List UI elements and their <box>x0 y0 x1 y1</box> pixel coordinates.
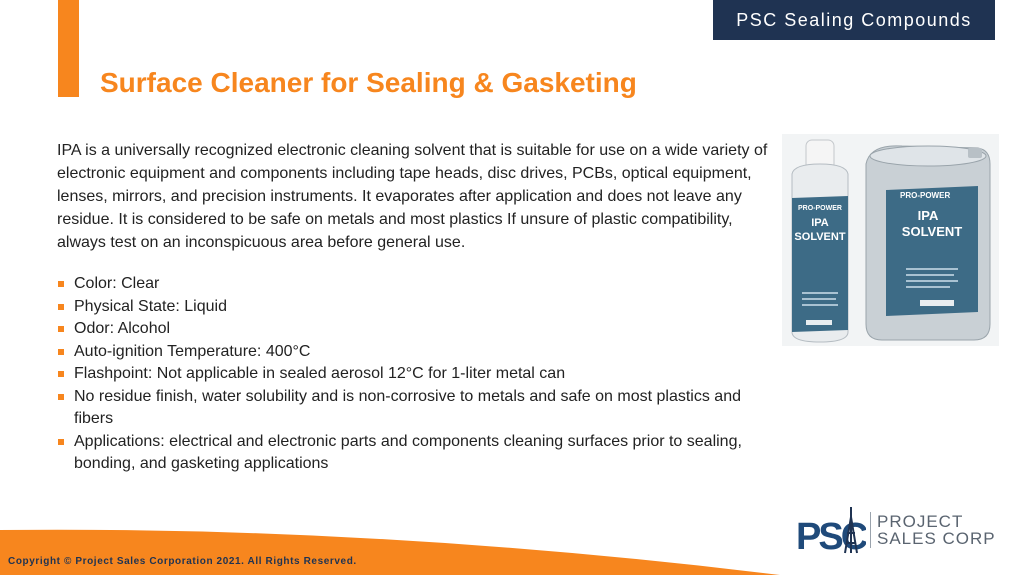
list-item-text: Flashpoint: Not applicable in sealed aerosol 12°C for 1-liter metal can <box>74 365 566 382</box>
metal-can <box>866 146 990 340</box>
logo-line-2: SALES CORP <box>877 529 996 548</box>
aerosol-label-line1: IPA <box>811 217 829 229</box>
aerosol-label-line2: SOLVENT <box>794 231 846 243</box>
aerosol-can <box>792 140 848 342</box>
can-brand-text: PRO-POWER <box>900 191 951 200</box>
bullet-marker <box>58 281 64 287</box>
list-item <box>57 296 779 319</box>
slide-title: Surface Cleaner for Sealing & Gasketing <box>100 67 637 98</box>
accent-bar <box>58 0 79 97</box>
list-item-text: Physical State: Liquid <box>74 297 227 315</box>
list-item <box>57 273 779 296</box>
can-label-line1: IPA <box>917 208 939 223</box>
logo-mark-text: PSC <box>796 516 866 557</box>
logo-divider <box>870 512 871 548</box>
list-item <box>57 386 779 431</box>
list-item-text: Color: Clear <box>74 275 160 292</box>
bullet-marker <box>58 304 64 310</box>
list-item-text: Odor: Alcohol <box>74 320 171 337</box>
logo-line-1: PROJECT <box>877 512 964 531</box>
list-item-text: Auto-ignition Temperature: 400°C <box>74 342 311 360</box>
list-item-text: No residue finish, water solubility and is non-corrosive to metals and safe on most plastics and fibers <box>74 387 741 427</box>
aerosol-brand-text: PRO-POWER <box>798 205 842 212</box>
company-logo <box>796 503 1001 557</box>
bullet-marker <box>58 326 64 332</box>
property-list <box>57 273 779 476</box>
psc-logo-icon <box>796 503 866 557</box>
can-label-line2: SOLVENT <box>901 224 963 239</box>
list-item <box>57 363 779 386</box>
list-item <box>57 318 779 341</box>
copyright-text: Copyright © Project Sales Corporation 2021. All Rights Reserved. <box>8 556 357 567</box>
list-item <box>57 431 779 476</box>
product-image <box>782 134 999 346</box>
bullet-marker <box>58 349 64 355</box>
bullet-marker <box>58 439 64 445</box>
description-paragraph: IPA is a universally recognized electronic cleaning solvent that is suitable for use on a wide variety of electronic equipment and components including tape heads, disc drives, PCBs, optical equipment, lenses, mirrors, and precision instruments. It evaporates after application and does not leave any residue. It is considered to be safe on metals and most plastics If unsure of plastic compatibility, always test on an inconspicuous area before general use. <box>57 142 768 251</box>
list-item-text: Applications: electrical and electronic parts and components cleaning surfaces prior to sealing, bonding, and gasketing applications <box>74 432 742 472</box>
bullet-marker <box>58 371 64 377</box>
section-badge: PSC Sealing Compounds <box>713 0 995 40</box>
logo-wordmark <box>877 513 996 547</box>
bullet-marker <box>58 394 64 400</box>
list-item <box>57 341 779 364</box>
